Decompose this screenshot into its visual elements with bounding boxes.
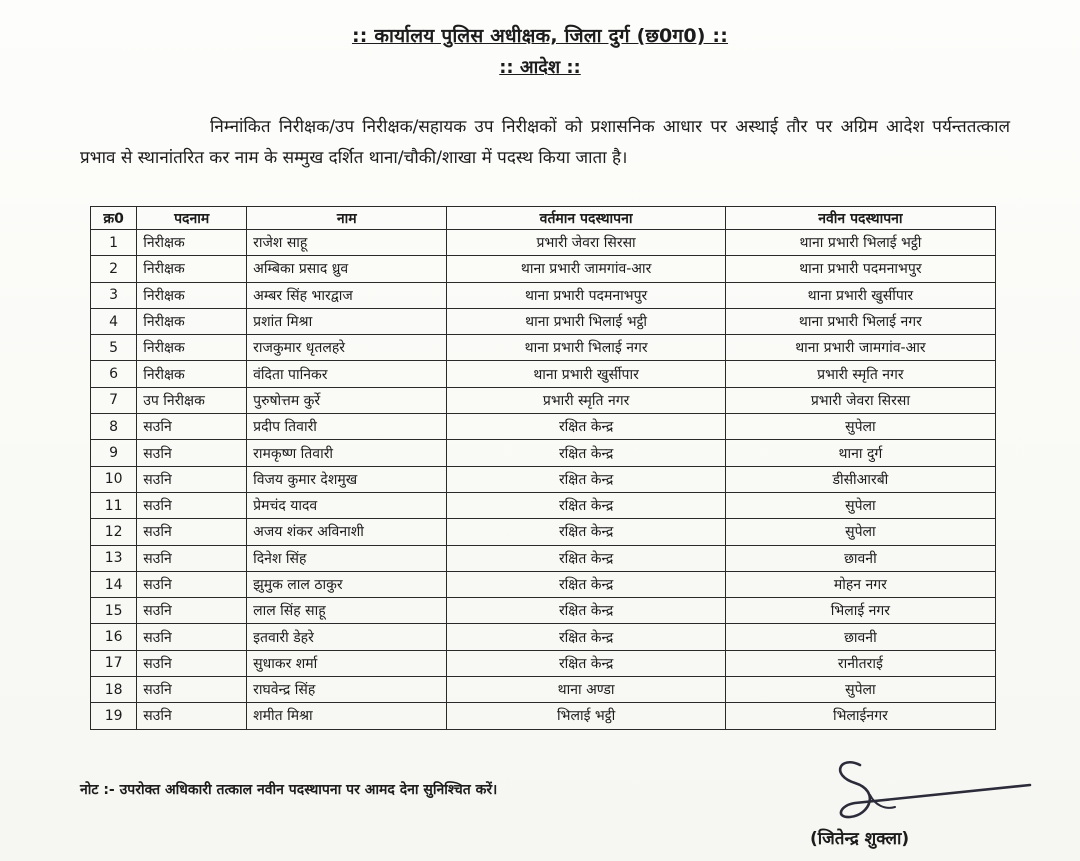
cell-serial: 11 [91,492,137,518]
cell-serial: 5 [91,335,137,361]
cell-current-posting: रक्षित केन्द्र [447,440,725,466]
header-name: नाम [247,207,447,230]
cell-current-posting: रक्षित केन्द्र [447,492,725,518]
table-row [91,519,996,545]
cell-new-posting: मोहन नगर [725,571,995,597]
cell-designation: निरीक्षक [137,282,247,308]
cell-designation: सउनि [137,624,247,650]
table-body [91,230,996,730]
cell-new-posting: थाना प्रभारी भिलाई भट्ठी [725,230,995,256]
cell-name: प्रदीप तिवारी [247,414,447,440]
cell-name: प्रेमचंद यादव [247,492,447,518]
transfer-table [90,206,996,730]
cell-current-posting: प्रभारी जेवरा सिरसा [447,230,725,256]
cell-serial: 7 [91,387,137,413]
cell-serial: 12 [91,519,137,545]
cell-current-posting: प्रभारी स्मृति नगर [447,387,725,413]
cell-designation: निरीक्षक [137,230,247,256]
cell-serial: 9 [91,440,137,466]
table-row [91,571,996,597]
cell-designation: सउनि [137,440,247,466]
signature-icon [800,745,1040,835]
cell-new-posting: भिलाईनगर [725,703,995,729]
cell-designation: सउनि [137,650,247,676]
table-row [91,282,996,308]
cell-current-posting: रक्षित केन्द्र [447,466,725,492]
cell-name: प्रशांत मिश्रा [247,308,447,334]
cell-designation: सउनि [137,545,247,571]
table-row [91,624,996,650]
cell-new-posting: सुपेला [725,519,995,545]
cell-designation: सउनि [137,466,247,492]
cell-new-posting: डीसीआरबी [725,466,995,492]
cell-current-posting: थाना अण्डा [447,677,725,703]
cell-designation: सउनि [137,571,247,597]
cell-serial: 14 [91,571,137,597]
cell-new-posting: छावनी [725,545,995,571]
cell-current-posting: रक्षित केन्द्र [447,414,725,440]
table-row [91,492,996,518]
cell-new-posting: सुपेला [725,677,995,703]
table-row [91,335,996,361]
cell-name: शमीत मिश्रा [247,703,447,729]
cell-new-posting: रानीतराई [725,650,995,676]
office-title: :: कार्यालय पुलिस अधीक्षक, जिला दुर्ग (छ0ग0) :: [351,25,729,47]
cell-current-posting: थाना प्रभारी पदमनाभपुर [447,282,725,308]
cell-name: वंदिता पानिकर [247,361,447,387]
cell-designation: उप निरीक्षक [137,387,247,413]
table-row [91,361,996,387]
cell-serial: 8 [91,414,137,440]
table-row [91,256,996,282]
table-row [91,598,996,624]
cell-serial: 17 [91,650,137,676]
cell-designation: सउनि [137,677,247,703]
table-row [91,703,996,729]
cell-serial: 2 [91,256,137,282]
cell-serial: 1 [91,230,137,256]
cell-current-posting: भिलाई भट्ठी [447,703,725,729]
order-heading: :: आदेश :: [499,57,581,78]
cell-name: झुमुक लाल ठाकुर [247,571,447,597]
table-row [91,230,996,256]
cell-current-posting: रक्षित केन्द्र [447,624,725,650]
cell-new-posting: थाना प्रभारी खुर्सीपार [725,282,995,308]
table-row [91,545,996,571]
cell-new-posting: थाना प्रभारी जामगांव-आर [725,335,995,361]
cell-serial: 4 [91,308,137,334]
cell-new-posting: थाना प्रभारी पदमनाभपुर [725,256,995,282]
cell-name: लाल सिंह साहू [247,598,447,624]
cell-designation: सउनि [137,598,247,624]
cell-name: रामकृष्ण तिवारी [247,440,447,466]
cell-designation: निरीक्षक [137,308,247,334]
cell-name: सुधाकर शर्मा [247,650,447,676]
cell-serial: 18 [91,677,137,703]
cell-designation: सउनि [137,519,247,545]
cell-designation: सउनि [137,492,247,518]
cell-serial: 6 [91,361,137,387]
cell-current-posting: रक्षित केन्द्र [447,519,725,545]
cell-serial: 3 [91,282,137,308]
cell-current-posting: थाना प्रभारी भिलाई भट्ठी [447,308,725,334]
cell-new-posting: थाना प्रभारी भिलाई नगर [725,308,995,334]
cell-current-posting: रक्षित केन्द्र [447,598,725,624]
table-row [91,387,996,413]
cell-current-posting: थाना प्रभारी खुर्सीपार [447,361,725,387]
cell-current-posting: थाना प्रभारी जामगांव-आर [447,256,725,282]
cell-serial: 19 [91,703,137,729]
cell-name: दिनेश सिंह [247,545,447,571]
cell-new-posting: प्रभारी जेवरा सिरसा [725,387,995,413]
cell-new-posting: भिलाई नगर [725,598,995,624]
cell-name: राजेश साहू [247,230,447,256]
cell-designation: सउनि [137,414,247,440]
table-row [91,650,996,676]
header-current-posting: वर्तमान पदस्थापना [447,207,725,230]
cell-name: विजय कुमार देशमुख [247,466,447,492]
cell-designation: निरीक्षक [137,361,247,387]
cell-current-posting: थाना प्रभारी भिलाई नगर [447,335,725,361]
header-designation: पदनाम [137,207,247,230]
cell-designation: निरीक्षक [137,335,247,361]
cell-name: अम्बर सिंह भारद्वाज [247,282,447,308]
cell-designation: निरीक्षक [137,256,247,282]
cell-serial: 15 [91,598,137,624]
cell-name: राजकुमार धृतलहरे [247,335,447,361]
cell-new-posting: सुपेला [725,414,995,440]
cell-current-posting: रक्षित केन्द्र [447,545,725,571]
cell-current-posting: रक्षित केन्द्र [447,571,725,597]
cell-name: राघवेन्द्र सिंह [247,677,447,703]
note-text: नोट :- उपरोक्त अधिकारी तत्काल नवीन पदस्थापना पर आमद देना सुनिश्चित करें। [80,782,498,798]
cell-new-posting: थाना दुर्ग [725,440,995,466]
signatory-name: (जितेन्द्र शुक्ला) [810,829,910,849]
table-row [91,677,996,703]
cell-new-posting: सुपेला [725,492,995,518]
cell-name: अम्बिका प्रसाद ध्रुव [247,256,447,282]
table-row [91,308,996,334]
cell-name: अजय शंकर अविनाशी [247,519,447,545]
order-intro-paragraph: निम्नांकित निरीक्षक/उप निरीक्षक/सहायक उप निरीक्षकों को प्रशासनिक आधार पर अस्थाई तौर पर अग्रिम आदेश पर्यन्ततत्काल प्रभाव से स्थानांतरित कर नाम के सम्मुख दर्शित थाना/चौकी/शाखा में पदस्थ किया जाता है। [80,117,1010,168]
cell-serial: 16 [91,624,137,650]
cell-serial: 13 [91,545,137,571]
table-row [91,466,996,492]
cell-new-posting: प्रभारी स्मृति नगर [725,361,995,387]
cell-name: पुरुषोत्तम कुर्रे [247,387,447,413]
cell-designation: सउनि [137,703,247,729]
cell-new-posting: छावनी [725,624,995,650]
header-serial: क्र0 [91,207,137,230]
table-row [91,440,996,466]
table-header-row [91,207,996,230]
table-row [91,414,996,440]
header-new-posting: नवीन पदस्थापना [725,207,995,230]
cell-current-posting: रक्षित केन्द्र [447,650,725,676]
cell-serial: 10 [91,466,137,492]
cell-name: इतवारी डेहरे [247,624,447,650]
